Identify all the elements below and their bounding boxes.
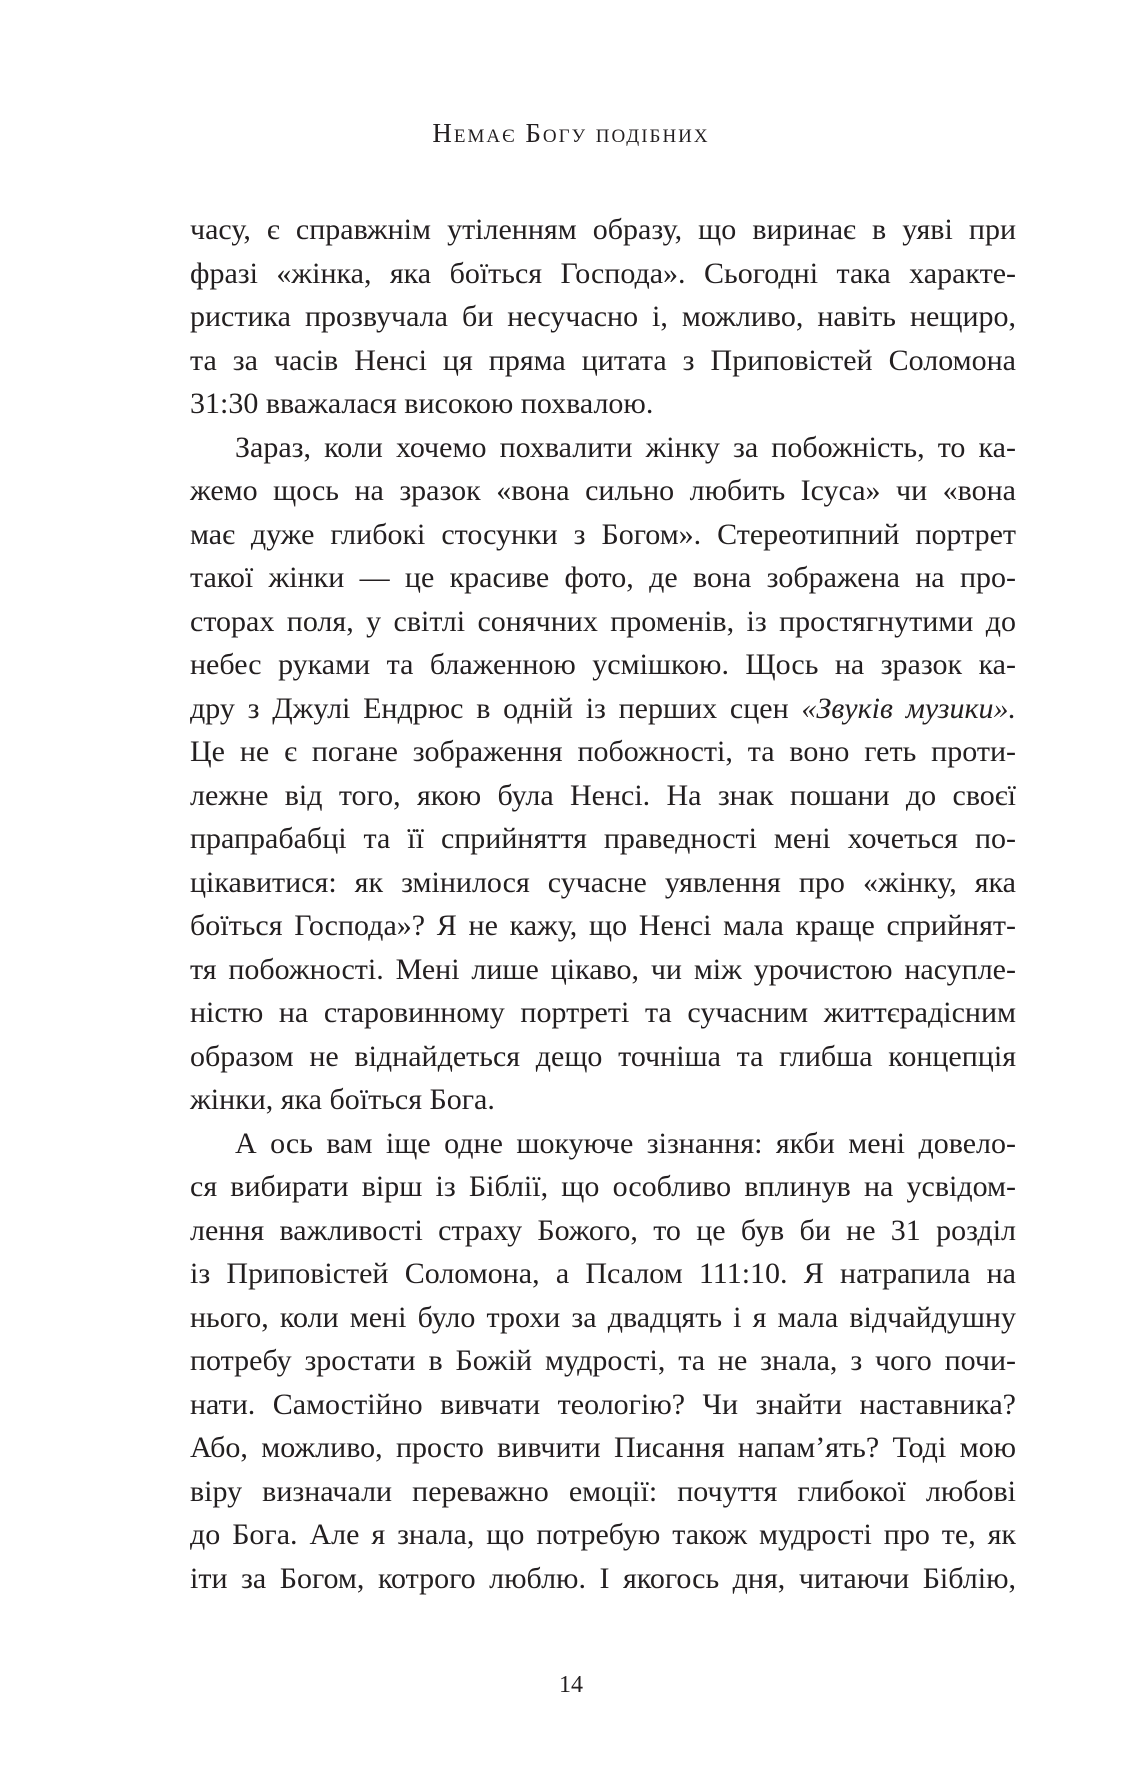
text-line <box>190 687 1016 731</box>
page-number: 14 <box>559 1672 583 1698</box>
paragraph-start-line: А ось вам іще одне шокуюче зізнання: якби мені довело- <box>235 1126 1016 1160</box>
body-text <box>190 208 1016 1600</box>
text-line: небес руками та блаженною усмішкою. Щось на зразок ка- <box>190 648 1016 681</box>
text-line: образом не віднайдеться дещо точніша та глибша концепція <box>190 1039 1016 1073</box>
text-line: прапрабабці та її сприйняття праведності мені хочеться по- <box>190 822 1016 855</box>
text-line: такої жінки — це красиве фото, де вона зображена на про- <box>190 561 1016 594</box>
text-line: ся вибирати вірш із Біблії, що особливо вплинув на усвідом- <box>190 1170 1016 1203</box>
paragraph-start-line: Зараз, коли хочемо похвалити жінку за побожність, то ка- <box>235 430 1016 464</box>
text-line: цікавитися: як змінилося сучасне уявлення про «жінку, яка <box>190 865 1016 899</box>
text-segment: дру з Джулі Ендрюс в одній із перших сцен <box>190 691 802 725</box>
text-line: іти за Богом, котрого люблю. І якогось дня, читаючи Біблію, <box>190 1561 1016 1595</box>
text-line: лення важливості страху Божого, то це був би не 31 розділ <box>190 1213 1016 1247</box>
text-line: жінки, яка боїться Бога. <box>190 1083 495 1116</box>
text-line: 31:30 вважалася високою похвалою. <box>190 387 654 420</box>
text-line: має дуже глибокі стосунки з Богом». Стереотипний портрет <box>190 517 1016 551</box>
text-line: ністю на старовинному портреті та сучасним життєрадісним <box>190 996 1016 1029</box>
text-line: та за часів Ненсі ця пряма цитата з Приповістей Соломона <box>190 343 1016 377</box>
text-line: віру визначали переважно емоції: почуття глибокої любові <box>190 1474 1016 1508</box>
text-line: Або, можливо, просто вивчити Писання напам’ять? Тоді мою <box>190 1431 1016 1464</box>
film-title: «Звуків музики». <box>801 691 1016 725</box>
text-line: фразі «жінка, яка боїться Господа». Сьогодні така характе- <box>190 256 1016 290</box>
text-line: потребу зростати в Божій мудрості, та не знала, з чого почи- <box>190 1344 1016 1377</box>
text-line: боїться Господа»? Я не кажу, що Ненсі мала краще сприйнят- <box>190 909 1016 942</box>
text-line: до Бога. Але я знала, що потребую також мудрості про те, як <box>190 1518 1016 1551</box>
text-line: тя побожності. Мені лише цікаво, чи між урочистою насупле- <box>190 952 1016 986</box>
running-head: Немає Богу подібних <box>432 118 710 148</box>
text-line: нього, коли мені було трохи за двадцять і я мала відчайдушну <box>190 1300 1016 1334</box>
text-line: жемо щось на зразок «вона сильно любить Ісуса» чи «вона <box>190 474 1016 507</box>
text-line: лежне від того, якою була Ненсі. На знак пошани до своєї <box>190 778 1016 812</box>
text-line: сторах поля, у світлі сонячних променів, із простягнутими до <box>190 604 1016 638</box>
text-line: Це не є погане зображення побожності, та воно геть проти- <box>190 735 1016 768</box>
text-line: із Приповістей Соломона, а Псалом 111:10. Я натрапила на <box>190 1257 1016 1290</box>
text-line: часу, є справжнім утіленням образу, що виринає в уяві при <box>190 213 1016 246</box>
text-line: нати. Самостійно вивчати теологію? Чи знайти наставника? <box>190 1387 1016 1421</box>
text-line: ристика прозвучала би несучасно і, можливо, навіть нещиро, <box>190 300 1016 333</box>
